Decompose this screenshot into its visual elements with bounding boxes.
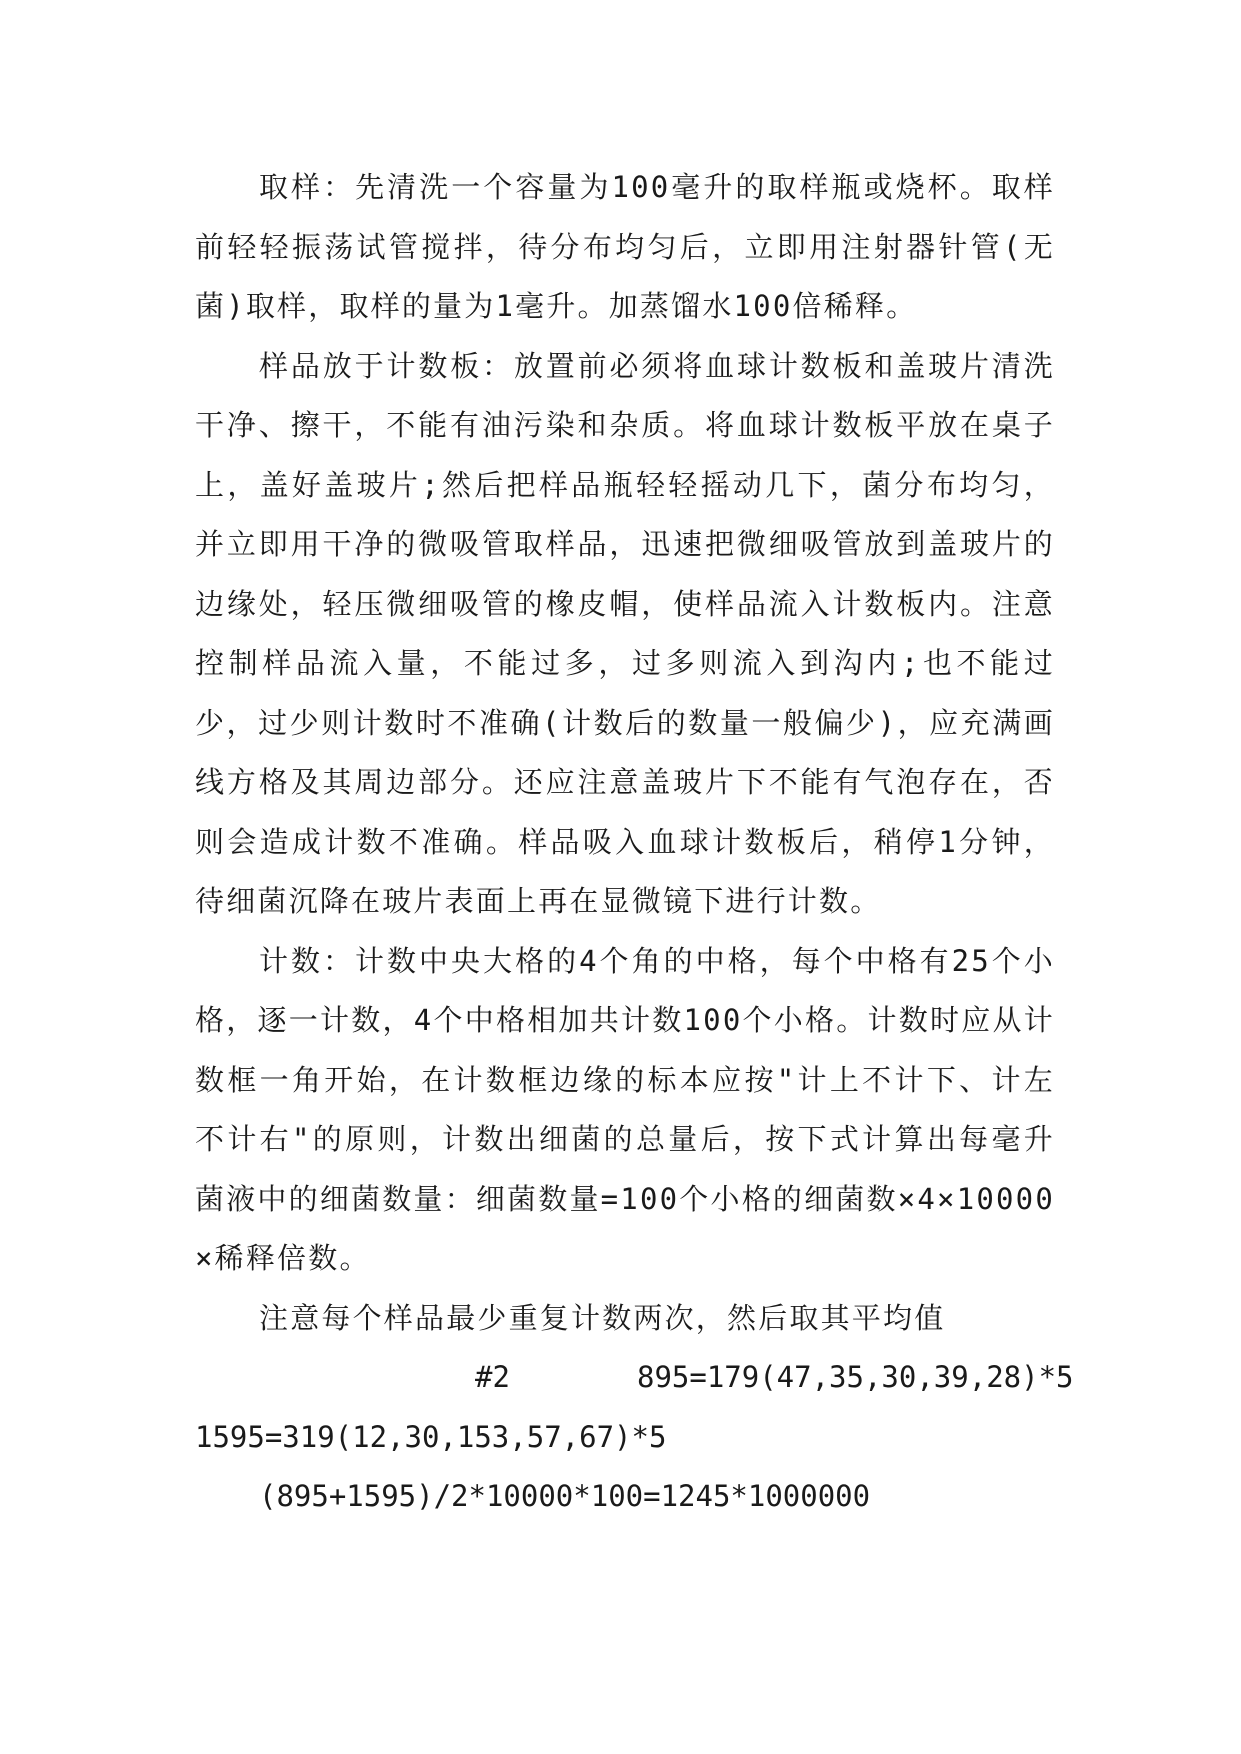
sample-tag: #2 [475,1360,510,1394]
paragraph-note: 注意每个样品最少重复计数两次，然后取其平均值 [259,1300,946,1335]
document-body [195,158,1074,1527]
paragraph-counting-board: 样品放于计数板：放置前必须将血球计数板和盖玻片清洗干净、擦干，不能有油污染和杂质。将血球计数板平放在桌子上，盖好盖玻片;然后把样品瓶轻轻摇动几下，菌分布均匀，并立即用干净的微吸管取样品，迅速把微细吸管放到盖玻片的边缘处，轻压微细吸管的橡皮帽，使样品流入计数板内。注意控制样品流入量，不能过多，过多则流入到沟内;也不能过少，过少则计数时不准确(计数后的数量一般偏少)，应充满画线方格及其周边部分。还应注意盖玻片下不能有气泡存在，否则会造成计数不准确。样品吸入血球计数板后，稍停1分钟，待细菌沉降在玻片表面上再在显微镜下进行计数。 [195,348,1055,918]
calc-header-row [195,1348,1074,1408]
paragraph-sampling: 取样：先清洗一个容量为100毫升的取样瓶或烧杯。取样前轻轻振荡试管搅拌，待分布均匀后，立即用注射器针管(无菌)取样，取样的量为1毫升。加蒸馏水100倍稀释。 [195,170,1055,323]
calc-line-1: 895=179(47,35,30,39,28)*5 [637,1360,1074,1394]
calc-line-2: 1595=319(12,30,153,57,67)*5 [195,1419,667,1454]
paragraph-counting: 计数：计数中央大格的4个角的中格，每个中格有25个小格，逐一计数，4个中格相加共计数100个小格。计数时应从计数框一角开始，在计数框边缘的标本应按"计上不计下、计左不计右"的原则，计数出细菌的总量后，按下式计算出每毫升菌液中的细菌数量：细菌数量=100个小格的细菌数×4×10000×稀释倍数。 [195,943,1055,1275]
calc-line-3: (895+1595)/2*10000*100=1245*1000000 [259,1479,871,1513]
